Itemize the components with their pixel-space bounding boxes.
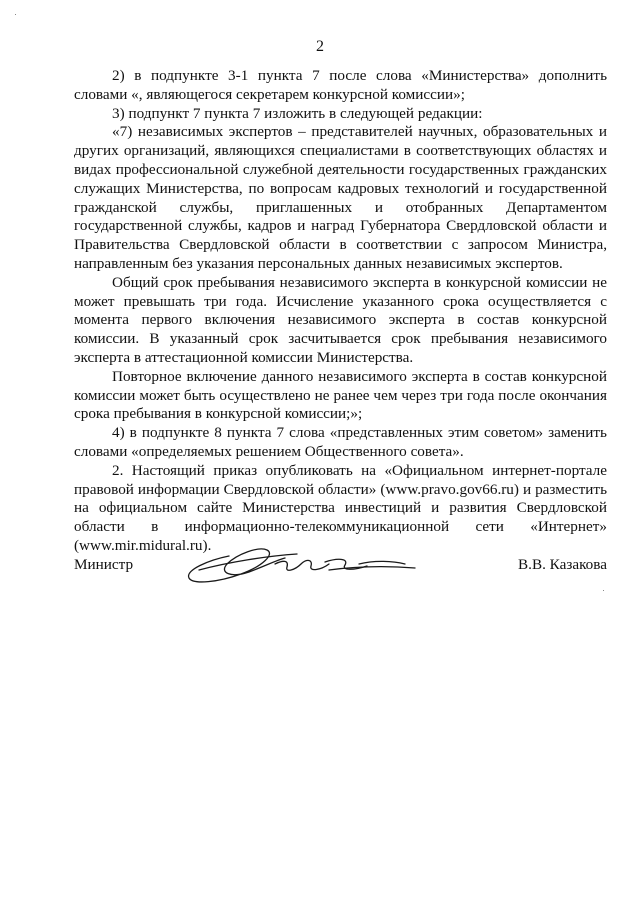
document-body (74, 67, 607, 556)
signatory-title: Министр (74, 556, 134, 573)
paragraph-item-3: 3) подпункт 7 пункта 7 изложить в следующей редакции: (112, 104, 483, 122)
signatory-name: В.В. Казакова (518, 556, 607, 573)
paragraph-subitem-7-text: «7) независимых экспертов – представителей научных, образовательных и других организаций, являющихся специалистами в соответствующих областях и видах профессиональной служебной деятельности государственных гражданских служащих Министерства, по вопросам кадровых технологий и государственной гражданской службы, приглашенных и отобранных Департаментом государственной службы, кадров и наград Губернатора Свердловской области и Правительства Свердловской области в соответствии с запросом Министра, направленным без указания персональных данных независимых экспертов. (74, 123, 607, 272)
paragraph-term-limit: Общий срок пребывания независимого эксперта в конкурсной комиссии не может превышать три года. Исчисление указанного срока осуществляется с момента первого включения независимого эксперта в состав конкурсной комиссии. В указанный срок засчитывается срок пребывания независимого эксперта в аттестационной комиссии Министерства. (74, 273, 607, 366)
paragraph-reappointment: Повторное включение данного независимого эксперта в состав конкурсной комиссии может быть осуществлено не ранее чем через три года после окончания срока пребывания в конкурсной комиссии;»; (74, 367, 607, 423)
paragraph-publication: 2. Настоящий приказ опубликовать на «Официальном интернет-портале правовой информации Свердловской области» (www.pravo.gov66.ru) и разместить на официальном сайте Министерства инвестиций и развития Свердловской области в информационно-телекоммуникационной сети «Интернет» (www.mir.midural.ru). (74, 461, 607, 554)
paragraph-item-4: 4) в подпункте 8 пункта 7 слова «представленных этим советом» заменить словами «определяемых решением Общественного совета». (74, 424, 607, 460)
page-number: 2 (316, 38, 324, 55)
scan-speck (15, 14, 16, 15)
scan-speck (603, 590, 604, 591)
paragraph-item-2: 2) в подпункте 3-1 пункта 7 после слова «Министерства» дополнить словами «, являющегося секретарем конкурсной комиссии»; (74, 67, 607, 103)
signature-block (74, 548, 607, 588)
handwritten-signature (179, 540, 419, 586)
